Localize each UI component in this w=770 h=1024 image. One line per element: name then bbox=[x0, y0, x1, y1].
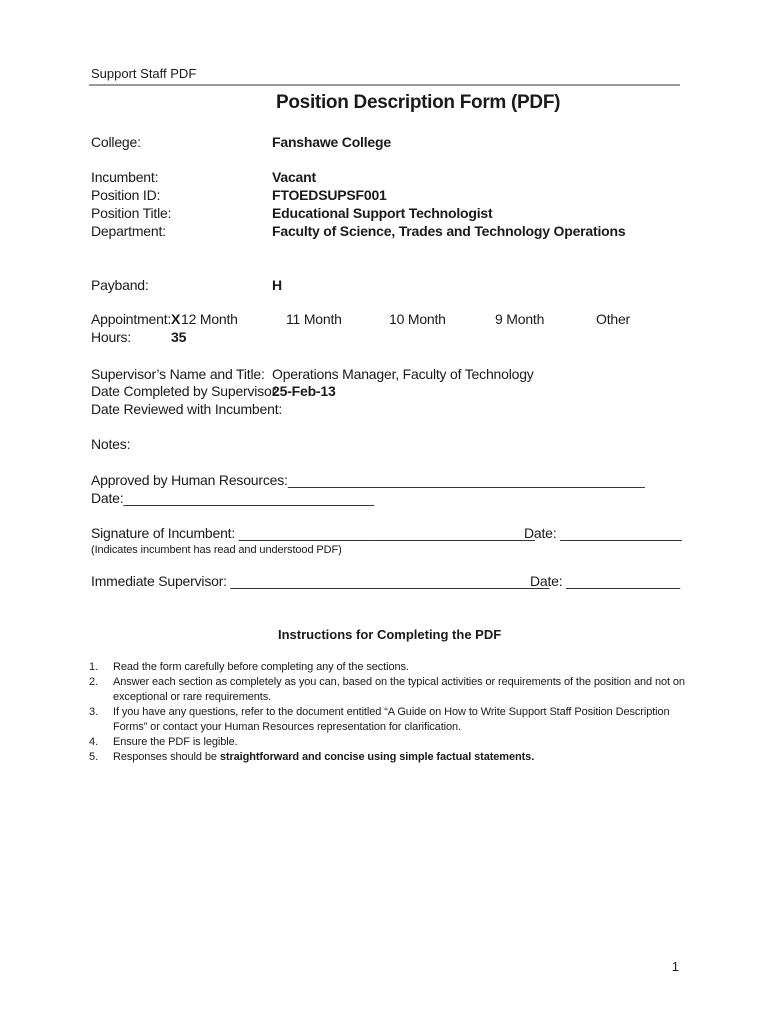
appointment-option-other: Other bbox=[596, 311, 631, 327]
instruction-text: exceptional or rare requirements. bbox=[113, 691, 272, 703]
department-label: Department: bbox=[91, 223, 166, 239]
incumbent-signature-note: (Indicates incumbent has read and understood PDF) bbox=[91, 544, 342, 556]
supervisor-name-title-label: Supervisor’s Name and Title: bbox=[91, 366, 265, 382]
payband-label: Payband: bbox=[91, 277, 149, 293]
position-id-label: Position ID: bbox=[91, 187, 161, 203]
appointment-option-12-month: 12 Month bbox=[181, 311, 238, 327]
instruction-number: 4. bbox=[89, 736, 99, 748]
appointment-label: Appointment: bbox=[91, 311, 172, 327]
incumbent-signature-date: Date: ________________ bbox=[524, 525, 682, 541]
appointment-option-10-month: 10 Month bbox=[389, 311, 446, 327]
college-value: Fanshawe College bbox=[272, 134, 391, 150]
supervisor-signature-date: Date: _______________ bbox=[530, 573, 680, 589]
instruction-text-plain: Responses should be bbox=[113, 751, 220, 763]
position-id-value: FTOEDSUPSF001 bbox=[272, 187, 387, 203]
position-title-label: Position Title: bbox=[91, 205, 172, 221]
payband-value: H bbox=[272, 277, 282, 293]
hours-value: 35 bbox=[171, 329, 187, 345]
department-value: Faculty of Science, Trades and Technology Operations bbox=[272, 223, 626, 239]
college-label: College: bbox=[91, 134, 141, 150]
appointment-option-11-month: 11 Month bbox=[286, 311, 342, 327]
page-number: 1 bbox=[671, 959, 679, 974]
hours-label: Hours: bbox=[91, 329, 132, 345]
instruction-number: 5. bbox=[89, 751, 99, 763]
date-reviewed-label: Date Reviewed with Incumbent: bbox=[91, 401, 283, 417]
supervisor-signature-line: Immediate Supervisor: __________________________________________ bbox=[91, 573, 550, 589]
instruction-text: Ensure the PDF is legible. bbox=[113, 736, 238, 748]
instruction-text bbox=[113, 751, 534, 763]
incumbent-signature-line: Signature of Incumbent: _______________________________________ bbox=[91, 525, 535, 541]
supervisor-name-title-value: Operations Manager, Faculty of Technology bbox=[272, 366, 534, 382]
approval-date-line: Date:_________________________________ bbox=[91, 490, 374, 506]
date-completed-label: Date Completed by Supervisor: bbox=[91, 383, 280, 399]
page-title: Position Description Form (PDF) bbox=[276, 92, 561, 113]
approved-by-hr-label: Approved by Human Resources: bbox=[91, 472, 288, 488]
instruction-text: Forms” or contact your Human Resources representation for clarification. bbox=[113, 721, 461, 733]
instruction-text-bold: straightforward and concise using simple factual statements. bbox=[219, 751, 535, 763]
instructions-title: Instructions for Completing the PDF bbox=[278, 627, 502, 642]
instruction-number: 3. bbox=[89, 706, 99, 718]
date-completed-value: 25-Feb-13 bbox=[272, 383, 336, 399]
instruction-number: 2. bbox=[89, 676, 99, 688]
document-header: Support Staff PDF bbox=[91, 66, 197, 81]
approved-by-hr-line: _______________________________________________ bbox=[288, 472, 645, 488]
incumbent-label: Incumbent: bbox=[91, 169, 159, 185]
appointment-selected-mark: X bbox=[171, 311, 181, 327]
notes-label: Notes: bbox=[91, 436, 131, 452]
instruction-text: Read the form carefully before completing any of the sections. bbox=[113, 661, 409, 673]
header-rule bbox=[89, 84, 680, 86]
instruction-number: 1. bbox=[89, 661, 99, 673]
instruction-text: Answer each section as completely as you can, based on the typical activities or requirements of the position and not on bbox=[113, 676, 685, 688]
position-title-value: Educational Support Technologist bbox=[272, 205, 493, 221]
incumbent-value: Vacant bbox=[272, 169, 316, 185]
appointment-option-9-month: 9 Month bbox=[495, 311, 545, 327]
instruction-text: If you have any questions, refer to the document entitled “A Guide on How to Write Support Staff Position Description bbox=[113, 706, 670, 718]
